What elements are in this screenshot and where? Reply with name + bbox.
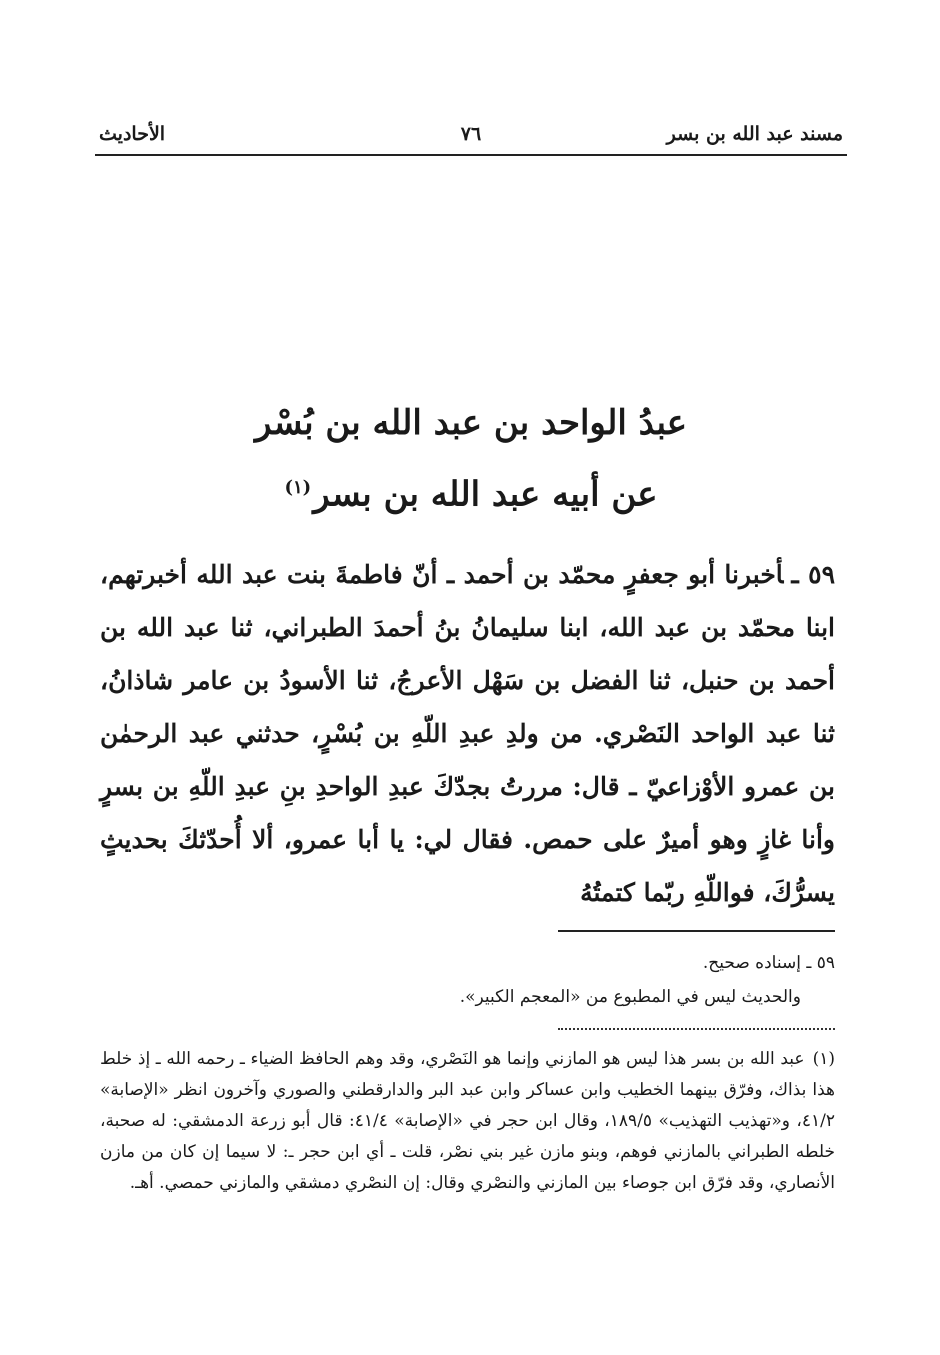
source-note: والحديث ليس في المطبوع من «المعجم الكبير».	[459, 987, 801, 1007]
header-book-title: مسند عبد الله بن بسر	[666, 123, 843, 145]
chapter-title-line2	[95, 460, 847, 522]
hadith-body	[100, 548, 835, 919]
notes-separator	[558, 930, 835, 932]
footnote-paragraph	[100, 1044, 835, 1199]
footnote-text: عبد الله بن بسر هذا ليس هو المازني وإنما هو النَصْري، وقد وهم الحافظ الضياء ـ رحمه الله ـ إذ خلط هذا بذاك، وفرّق بينهما الخطيب وابن عساكر وابن عبد البر والدارقطني والصوري وآخرون انظر «الإصابة» ٤١/٢، و«تهذيب التهذيب» ١٨٩/٥، وقال ابن حجر في «الإصابة» ٤١/٤: قال أبو زرعة الدمشقي: له صحبة، خلطه الطبراني بالمازني فوهم، وبنو مازن غير بني نصْر، قلت ـ أي ابن حجر ـ: لا سيما إن كان من مازن الأنصاري، وقد فرّق ابن جوصاء بين المازني والنصْري وقال: إن النصْري دمشقي والمازني حمصي. أهـ.	[100, 1049, 836, 1193]
hadith-number: ٥٩ ـ	[791, 560, 835, 589]
chapter-title-line1: عبدُ الواحد بن عبد الله بن بُسْر	[254, 403, 688, 443]
footnote-separator	[558, 1028, 835, 1030]
running-header	[95, 118, 847, 156]
hadith-paragraph	[100, 548, 835, 919]
footnote-number: (١)	[812, 1049, 835, 1069]
header-section-title: الأحاديث	[99, 123, 166, 145]
chapter-title-text: عن أبيه عبد الله بن بسر	[313, 474, 658, 515]
isnad-note: ٥٩ ـ إسناده صحيح.	[702, 953, 835, 973]
footnote	[100, 1044, 835, 1199]
page-number: ٧٦	[460, 123, 482, 145]
footnote-reference: (١)	[284, 477, 312, 498]
hadith-text: أخبرنا أبو جعفرٍ محمّد بن أحمد ـ أنّ فاطمةَ بنت عبد الله أخبرتهم، ابنا محمّد بن عبد الله، ابنا سليمانُ بنُ أحمدَ الطبراني، ثنا عبد الله بن أحمد بن حنبل، ثنا الفضل بن سَهْل الأعرجُ، ثنا الأسودُ بن عامر شاذانُ، ثنا عبد الواحد النَصْري. من ولدِ عبدِ اللّهِ بن بُسْرٍ، حدثني عبد الرحمٰن بن عمرو الأوْزاعيّ ـ قال: مررتُ بجدّكَ عبدِ الواحدِ بنِ عبدِ اللّهِ بن بسرٍ وأنا غازٍ وهو أميرٌ على حمص. فقال لي: يا أبا عمرو، ألا أُحدّثكَ بحديثٍ يسرُّكَ، فواللّهِ ربّما كتمتُهُ	[100, 560, 835, 907]
